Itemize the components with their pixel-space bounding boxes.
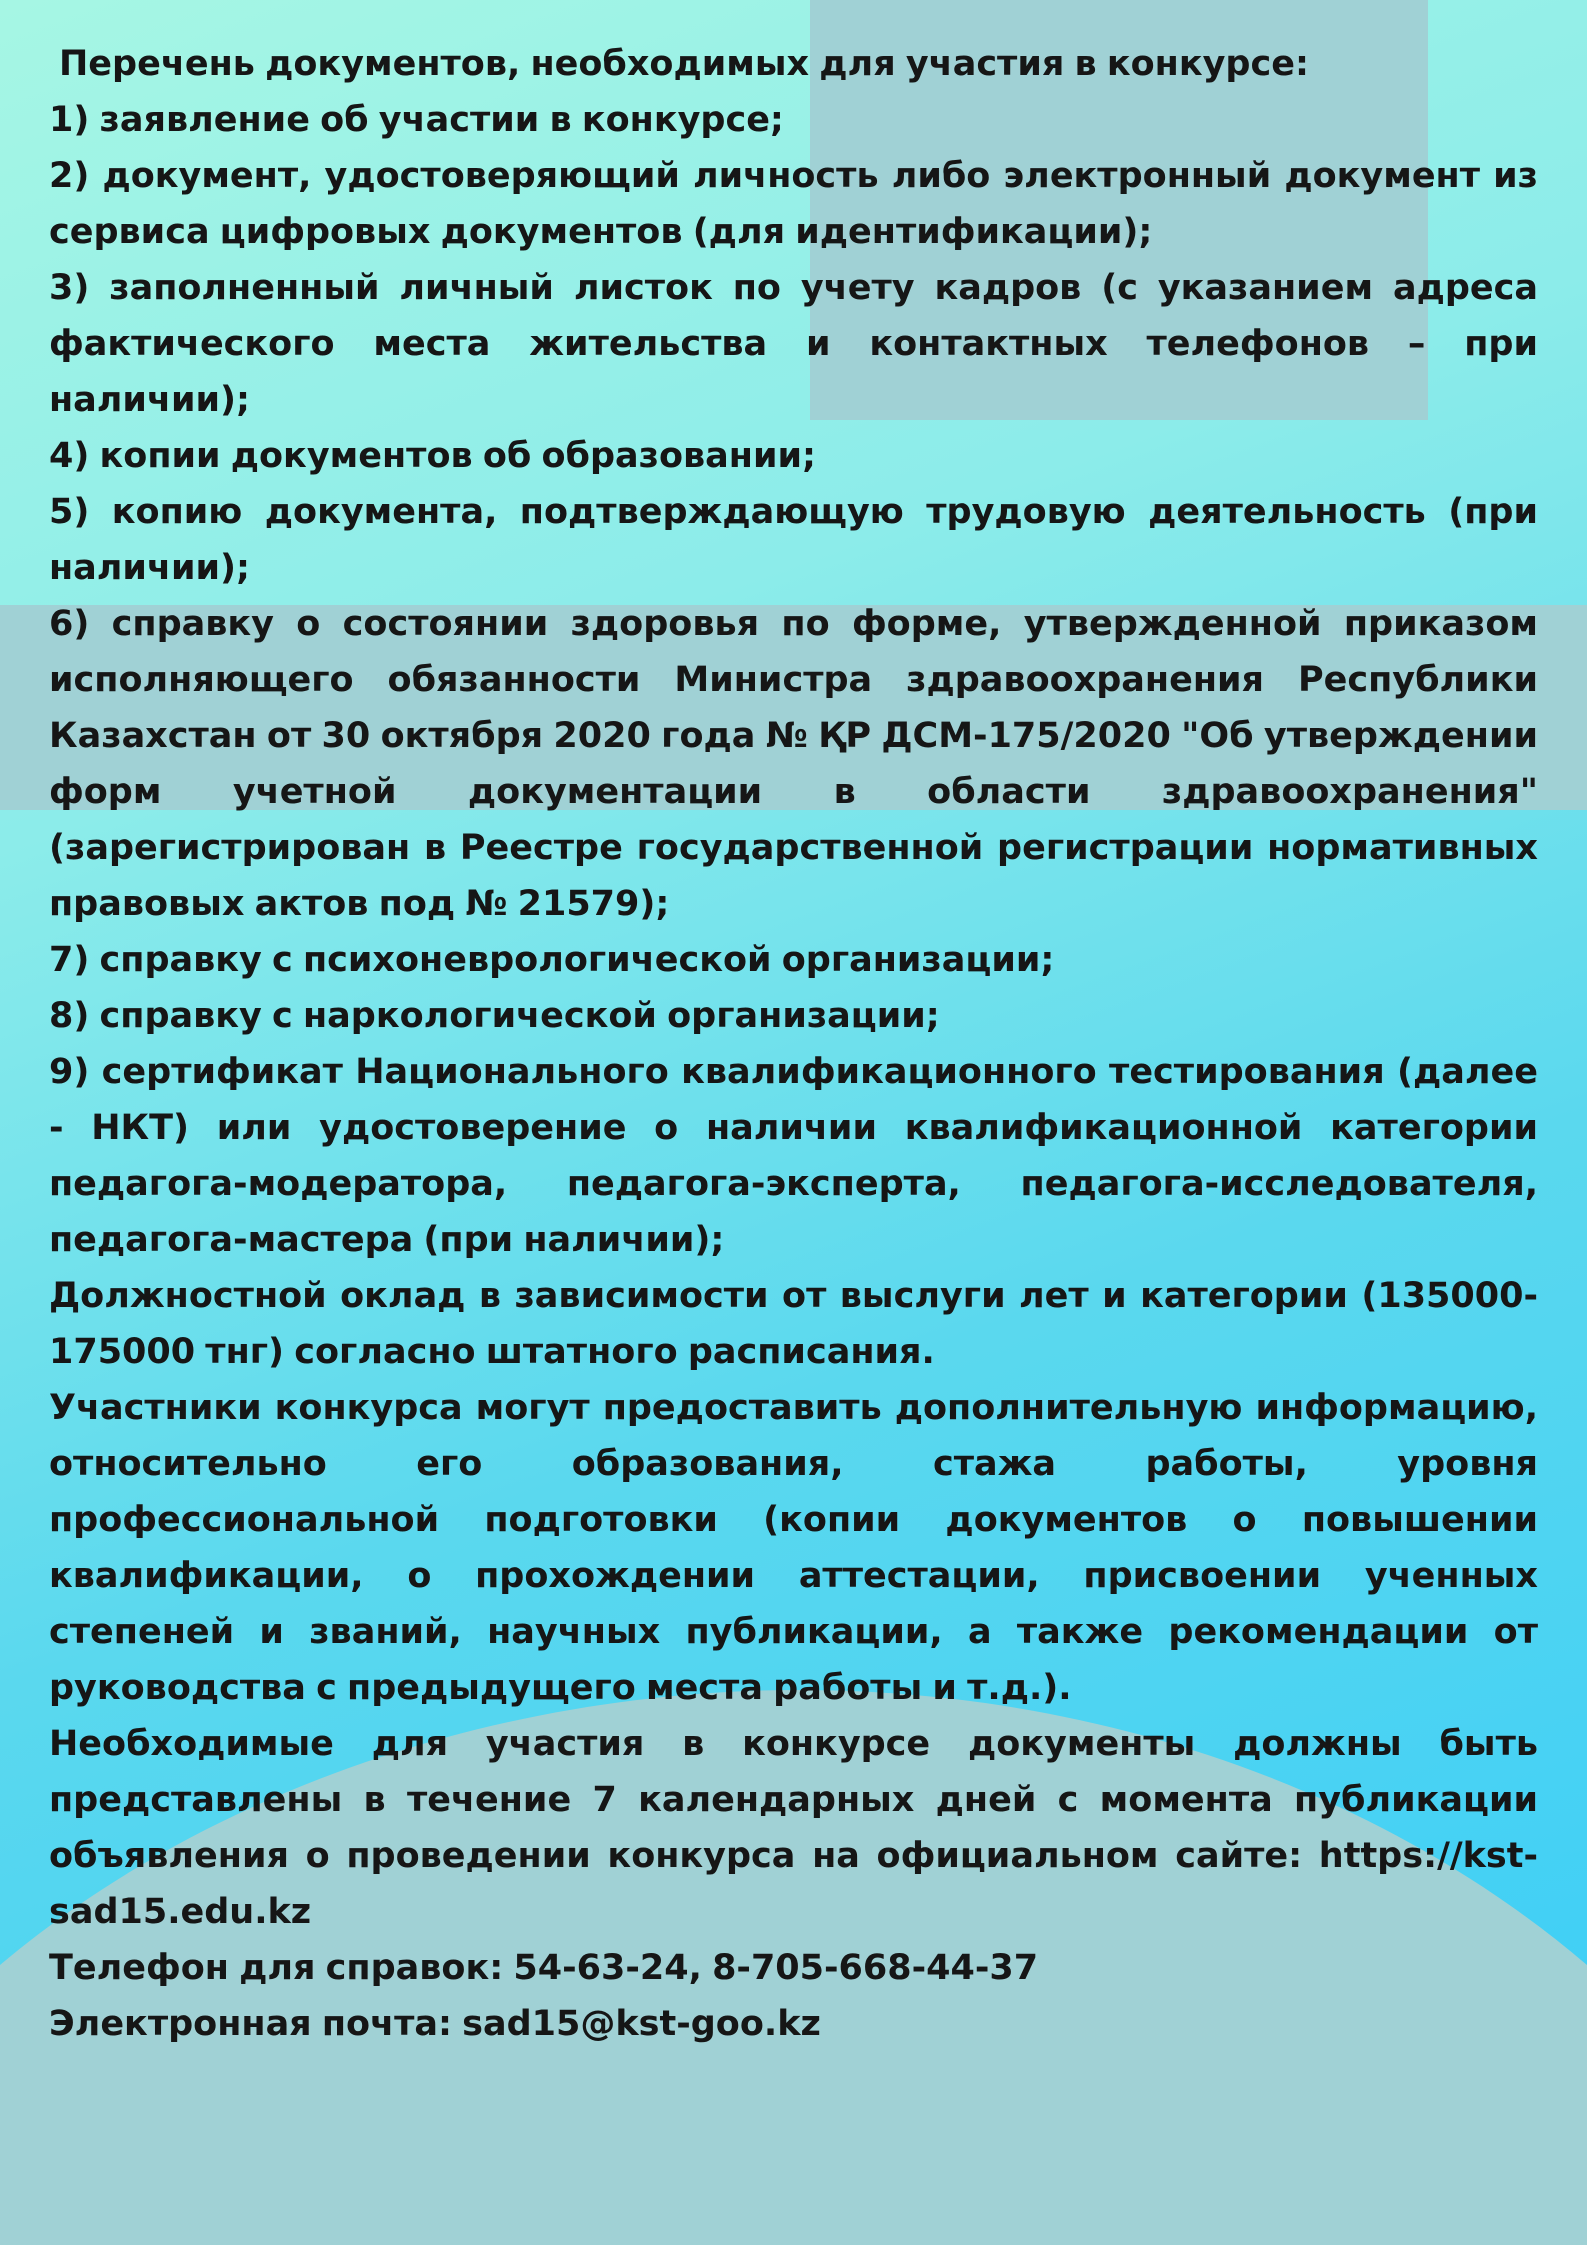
document-heading: Перечень документов, необходимых для участия в конкурсе: (59, 44, 1309, 84)
list-item: 3) заполненный личный листок по учету кадров (с указанием адреса фактического места жительства и контактных телефонов – при наличии); (49, 268, 1538, 420)
list-item: 9) сертификат Национального квалификационного тестирования (далее - НКТ) или удостоверение о наличии квалификационной категории педагога-модератора, педагога-эксперта, педагога-исследователя, педагога-мастера (при наличии); (49, 1052, 1538, 1260)
list-item: 1) заявление об участии в конкурсе; (49, 100, 784, 140)
contact-phone: Телефон для справок: 54-63-24, 8-705-668-44-37 (49, 1948, 1039, 1988)
list-item: 7) справку с психоневрологической организации; (49, 940, 1055, 980)
contact-email: Электронная почта: sad15@kst-goo.kz (49, 2004, 821, 2044)
document-body (49, 36, 1538, 2052)
list-item: 2) документ, удостоверяющий личность либо электронный документ из сервиса цифровых документов (для идентификации); (49, 156, 1538, 252)
list-item: 6) справку о состоянии здоровья по форме, утвержденной приказом исполняющего обязанности Министра здравоохранения Республики Казахстан от 30 октября 2020 года № ҚР ДСМ-175/2020 "Об утверждении форм учетной документации в области здравоохранения" (зарегистрирован в Реестре государственной регистрации нормативных правовых актов под № 21579); (49, 604, 1538, 924)
salary-paragraph: Должностной оклад в зависимости от выслуги лет и категории (135000-175000 тнг) согласно штатного расписания. (49, 1276, 1538, 1372)
additional-info-paragraph: Участники конкурса могут предоставить дополнительную информацию, относительно его образования, стажа работы, уровня профессиональной подготовки (копии документов о повышении квалификации, о прохождении аттестации, присвоении ученных степеней и званий, научных публикации, а также рекомендации от руководства с предыдущего места работы и т.д.). (49, 1388, 1538, 1708)
list-item: 4) копии документов об образовании; (49, 436, 817, 476)
list-item: 8) справку с наркологической организации; (49, 996, 940, 1036)
deadline-paragraph: Необходимые для участия в конкурсе документы должны быть представлены в течение 7 календарных дней с момента публикации объявления о проведении конкурса на официальном сайте: https://kst-sad15.edu.kz (49, 1724, 1538, 1932)
list-item: 5) копию документа, подтверждающую трудовую деятельность (при наличии); (49, 492, 1538, 588)
